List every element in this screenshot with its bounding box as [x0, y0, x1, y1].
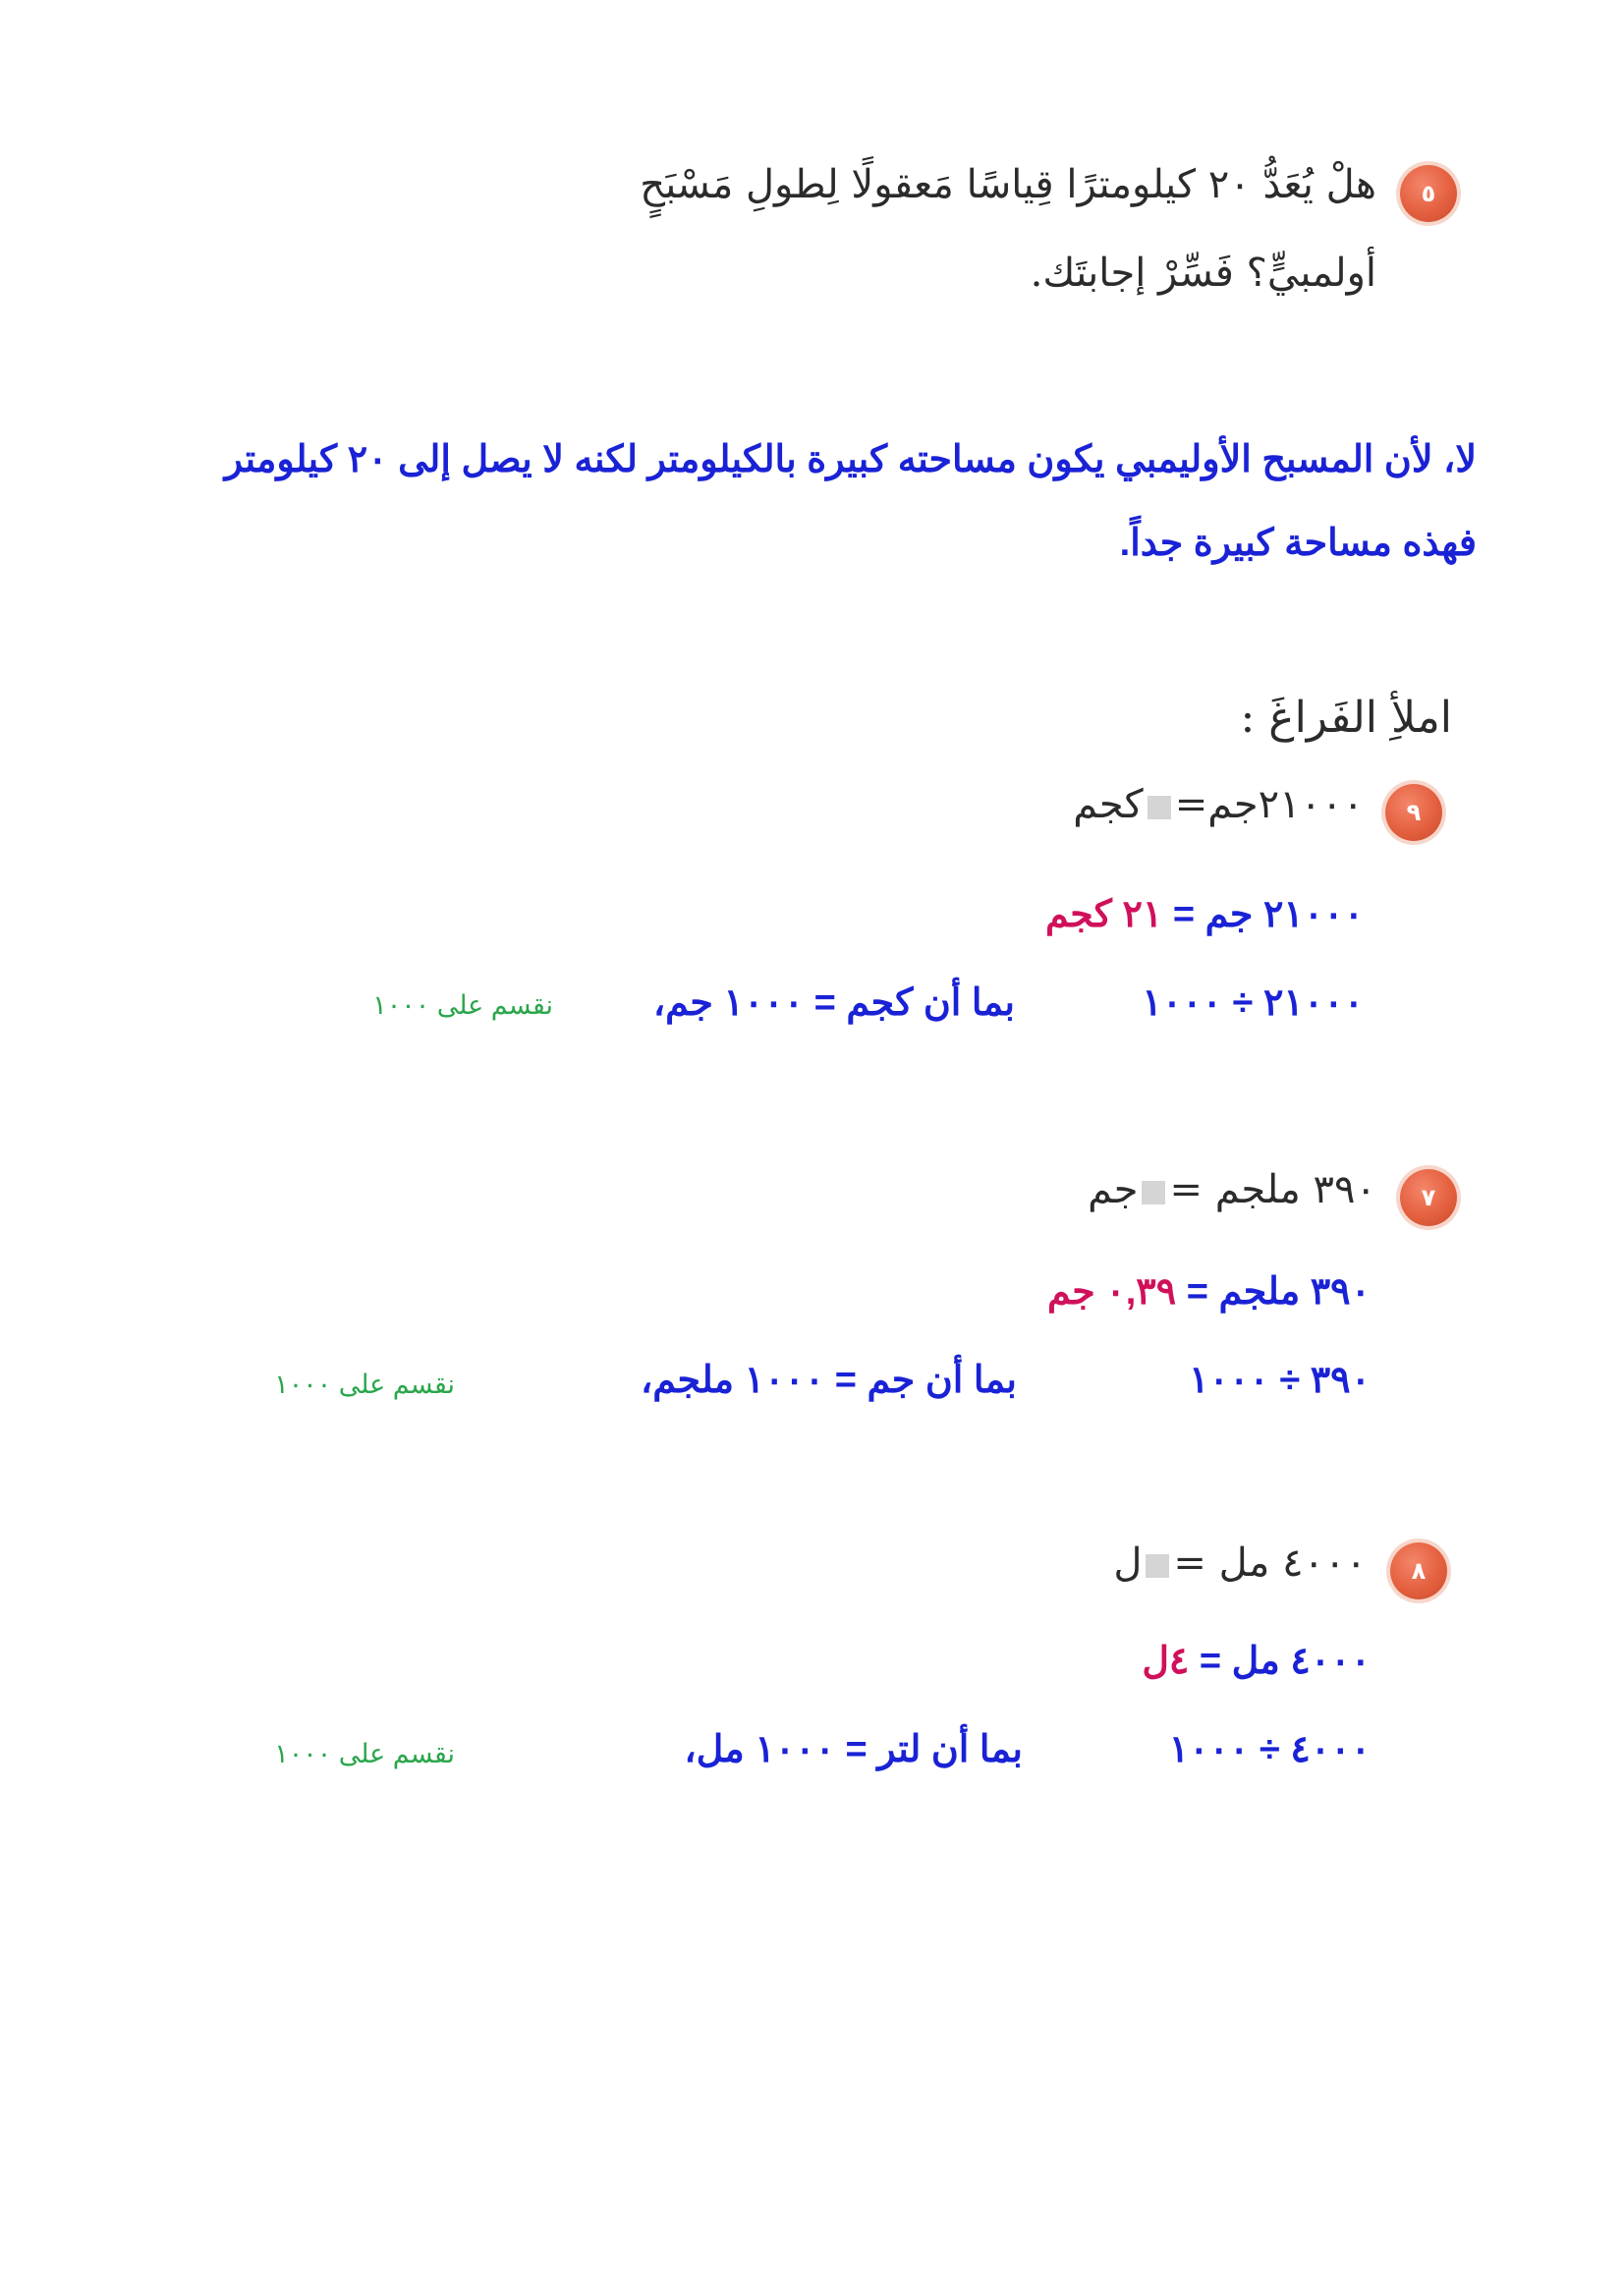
- blank-box: [1146, 1554, 1169, 1578]
- equation-unit: ل: [1113, 1540, 1143, 1586]
- question-equation: [1113, 1540, 1367, 1586]
- equation-left: ٢١٠٠٠جم=: [1174, 782, 1364, 827]
- answer-text-line2: فهذه مساحة كبيرة جداً.: [1119, 523, 1477, 564]
- result-line: [1045, 892, 1364, 936]
- equation-left: ٣٩٠ ملجم =: [1169, 1167, 1376, 1212]
- question-number-badge: ٧: [1400, 1169, 1457, 1226]
- result-left: ٢١٠٠٠ جم =: [1172, 894, 1364, 935]
- work-hint: نقسم على ١٠٠٠: [372, 990, 553, 1020]
- blank-box: [1148, 796, 1171, 819]
- result-line: [1142, 1639, 1371, 1683]
- work-reason: بما أن كجم = ١٠٠٠ جم،: [652, 982, 1015, 1024]
- result-value: ٢١ كجم: [1044, 894, 1163, 935]
- question-equation: [1088, 1167, 1376, 1212]
- result-line: [1047, 1269, 1371, 1314]
- work-reason: بما أن لتر = ١٠٠٠ مل،: [684, 1729, 1023, 1770]
- question-number-badge: ٥: [1400, 165, 1457, 222]
- equation-unit: كجم: [1073, 782, 1144, 827]
- question-text-line2: أولمبيٍّ؟ فَسِّرْ إجابتَك.: [1030, 251, 1376, 296]
- work-calc: ٢١٠٠٠ ÷ ١٠٠٠: [1142, 982, 1364, 1024]
- result-left: ٣٩٠ ملجم =: [1186, 1271, 1371, 1313]
- blank-box: [1142, 1181, 1165, 1204]
- result-value: ٤ل: [1142, 1641, 1190, 1682]
- work-reason: بما أن جم = ١٠٠٠ ملجم،: [640, 1360, 1017, 1401]
- equation-unit: جم: [1088, 1167, 1139, 1212]
- work-calc: ٤٠٠٠ ÷ ١٠٠٠: [1168, 1729, 1371, 1770]
- answer-text-line1: لا، لأن المسبح الأوليمبي يكون مساحته كبيرة بالكيلومتر لكنه لا يصل إلى ٢٠ كيلومتر: [224, 439, 1477, 480]
- result-left: ٤٠٠٠ مل =: [1199, 1641, 1371, 1682]
- question-number-badge: ٨: [1390, 1542, 1447, 1599]
- question-number-badge: ٩: [1385, 784, 1442, 841]
- question-equation: [1073, 782, 1364, 827]
- result-value: ٠,٣٩ جم: [1047, 1271, 1177, 1313]
- fill-blank-heading: املأِ الفَراغَ :: [1240, 693, 1452, 743]
- equation-left: ٤٠٠٠ مل =: [1173, 1540, 1367, 1586]
- work-calc: ٣٩٠ ÷ ١٠٠٠: [1189, 1360, 1371, 1401]
- work-hint: نقسم على ١٠٠٠: [274, 1370, 455, 1399]
- question-text-line1: هلْ يُعَدُّ ٢٠ كيلومترًا قِياسًا مَعقولًا لِطولِ مَسْبَحٍ: [640, 162, 1376, 207]
- work-hint: نقسم على ١٠٠٠: [274, 1739, 455, 1768]
